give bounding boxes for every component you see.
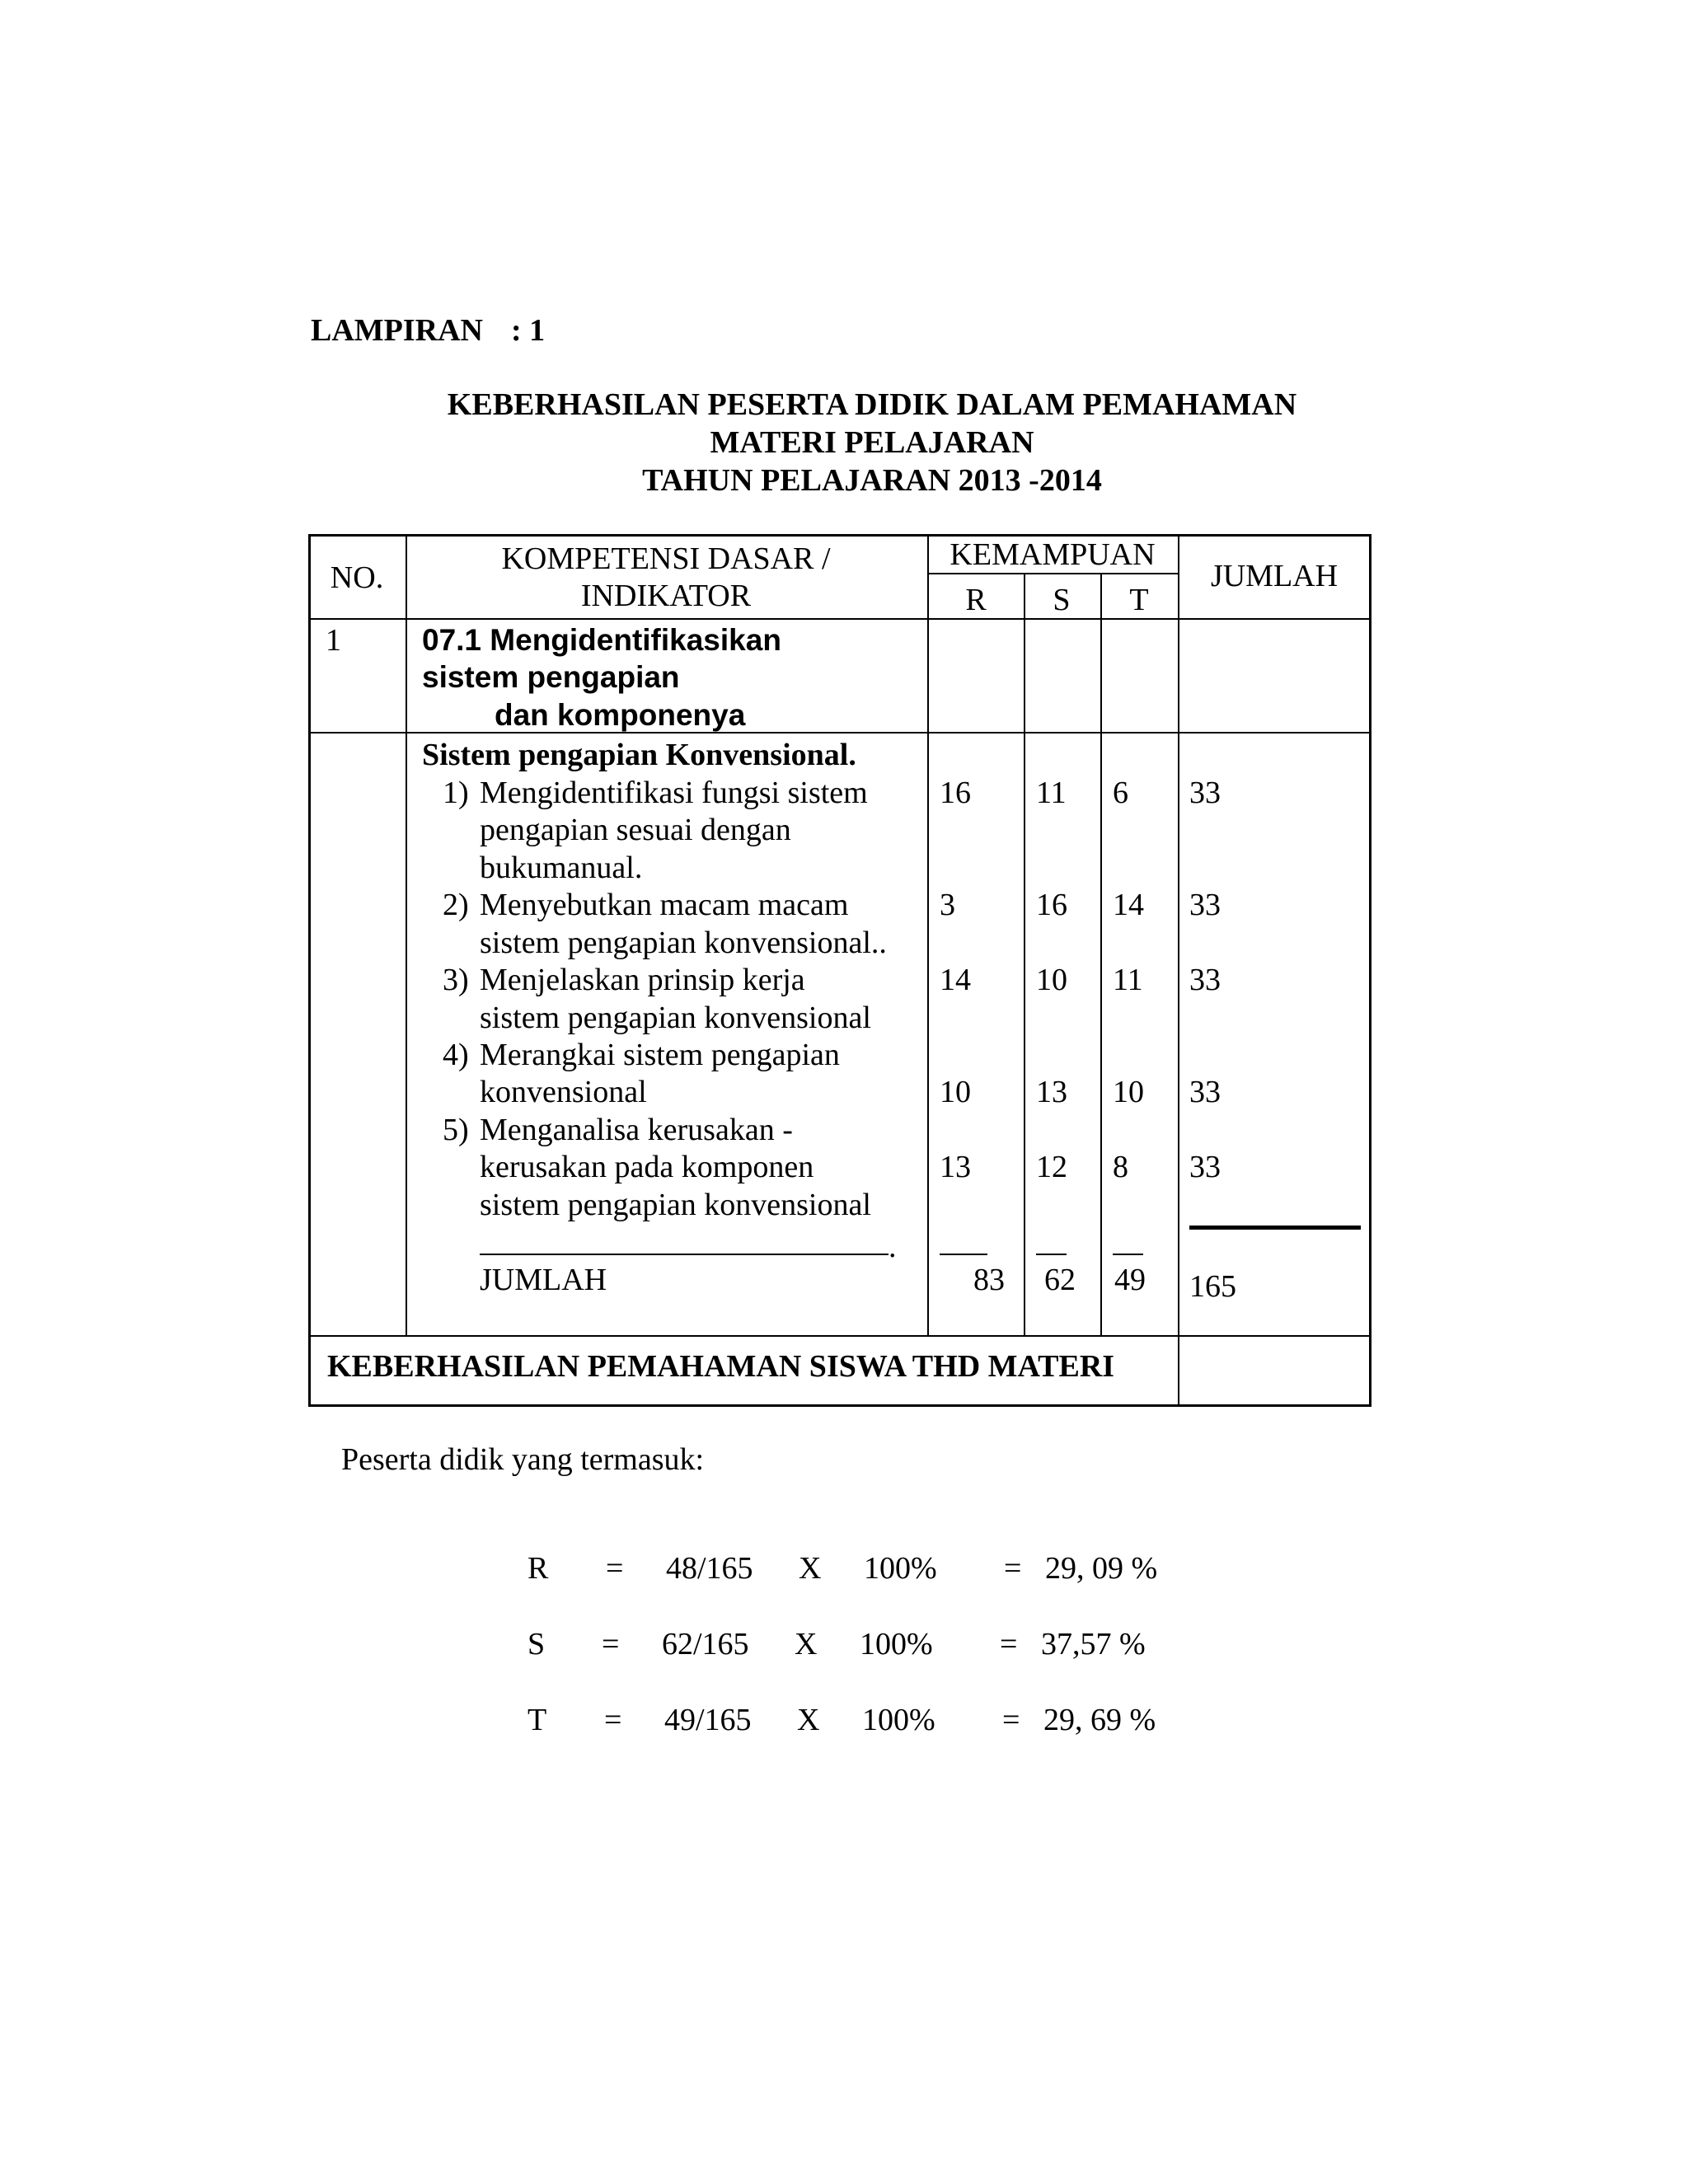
sum-underline-t xyxy=(1113,1254,1143,1255)
indicator-text: Merangkai sistem pengapian xyxy=(480,1038,840,1072)
section-title: Sistem pengapian Konvensional. xyxy=(422,738,856,772)
summary-percent: 100% xyxy=(860,1627,933,1661)
summary-result: 37,57 % xyxy=(1041,1627,1146,1661)
summary-result: 29, 69 % xyxy=(1043,1703,1156,1737)
value-r: 13 xyxy=(940,1150,971,1184)
value-t: 6 xyxy=(1113,776,1128,810)
row1-kd-line1: 07.1 Mengidentifikasikan xyxy=(422,623,781,657)
indicator-text: Mengidentifikasi fungsi sistem xyxy=(480,776,868,810)
value-t: 8 xyxy=(1113,1150,1128,1184)
table-border-right xyxy=(1369,534,1372,1407)
value-jumlah: 33 xyxy=(1189,963,1221,997)
sum-underline-r xyxy=(940,1254,987,1255)
sum-underline-jumlah xyxy=(1189,1226,1361,1230)
table-border-left xyxy=(308,534,311,1407)
footer-label: KEBERHASILAN PEMAHAMAN SISWA THD MATERI xyxy=(327,1349,1115,1384)
total-label: JUMLAH xyxy=(480,1263,607,1297)
indicator-text: Menyebutkan macam macam xyxy=(480,888,849,922)
value-s: 11 xyxy=(1036,776,1067,810)
value-r: 16 xyxy=(940,776,971,810)
summary-equals: = xyxy=(602,1627,620,1661)
row1-kd-line3: dan komponenya xyxy=(495,698,746,732)
indicator-text: konvensional xyxy=(480,1075,647,1109)
indicator-number: 5) xyxy=(443,1113,469,1147)
header-t: T xyxy=(1129,583,1149,617)
value-t: 10 xyxy=(1113,1075,1144,1109)
total-r: 83 xyxy=(973,1263,1005,1297)
sum-underline-dot: . xyxy=(889,1230,897,1264)
summary-percent: 100% xyxy=(862,1703,935,1737)
table-border-top xyxy=(308,534,1372,537)
col-s-divider xyxy=(1100,573,1102,1337)
body-bottom-line xyxy=(308,1335,1372,1337)
value-s: 13 xyxy=(1036,1075,1067,1109)
summary-category: T xyxy=(528,1703,547,1737)
value-r: 3 xyxy=(940,888,955,922)
value-s: 16 xyxy=(1036,888,1067,922)
value-t: 14 xyxy=(1113,888,1144,922)
header-r: R xyxy=(965,583,987,617)
summary-intro: Peserta didik yang termasuk: xyxy=(341,1442,705,1477)
title-line-1: KEBERHASILAN PESERTA DIDIK DALAM PEMAHAMAN xyxy=(447,387,1297,422)
summary-result: 29, 09 % xyxy=(1045,1551,1158,1586)
title-line-3: TAHUN PELAJARAN 2013 -2014 xyxy=(642,463,1102,498)
summary-equals: = xyxy=(1002,1703,1020,1737)
indicator-text: sistem pengapian konvensional.. xyxy=(480,926,887,960)
summary-times: X xyxy=(799,1551,822,1586)
indicator-text: pengapian sesuai dengan xyxy=(480,813,791,847)
indicator-number: 3) xyxy=(443,963,469,997)
indicator-text: sistem pengapian konvensional xyxy=(480,1188,871,1222)
row1-kd-line2: sistem pengapian xyxy=(422,660,680,694)
summary-equals: = xyxy=(604,1703,622,1737)
total-s: 62 xyxy=(1044,1263,1076,1297)
summary-fraction: 49/165 xyxy=(664,1703,752,1737)
header-kompetensi-line2: INDIKATOR xyxy=(580,579,752,613)
value-r: 14 xyxy=(940,963,971,997)
summary-equals: = xyxy=(606,1551,624,1586)
summary-fraction: 62/165 xyxy=(662,1627,749,1661)
indicator-number: 4) xyxy=(443,1038,469,1072)
lampiran-value: : 1 xyxy=(511,313,546,348)
col-no-divider xyxy=(406,534,407,1337)
sum-underline-s xyxy=(1036,1254,1067,1255)
value-r: 10 xyxy=(940,1075,971,1109)
summary-category: R xyxy=(528,1551,549,1586)
value-jumlah: 33 xyxy=(1189,1150,1221,1184)
header-kemampuan: KEMAMPUAN xyxy=(950,537,1156,572)
summary-percent: 100% xyxy=(864,1551,937,1586)
value-jumlah: 33 xyxy=(1189,888,1221,922)
header-jumlah: JUMLAH xyxy=(1210,559,1339,593)
table-border-bottom xyxy=(308,1404,1372,1407)
value-jumlah: 33 xyxy=(1189,1075,1221,1109)
col-r-divider xyxy=(1024,573,1025,1337)
summary-times: X xyxy=(797,1703,820,1737)
value-s: 10 xyxy=(1036,963,1067,997)
row1-bottom-line xyxy=(308,732,1372,733)
indicator-number: 1) xyxy=(443,776,469,810)
lampiran-label: LAMPIRAN xyxy=(311,313,483,348)
value-s: 12 xyxy=(1036,1150,1067,1184)
header-no: NO. xyxy=(330,560,384,595)
indicator-text: kerusakan pada komponen xyxy=(480,1150,814,1184)
total-t: 49 xyxy=(1114,1263,1146,1297)
row1-no: 1 xyxy=(326,623,341,658)
col-t-divider xyxy=(1178,534,1179,1407)
indicator-text: Menganalisa kerusakan - xyxy=(480,1113,793,1147)
summary-equals: = xyxy=(1000,1627,1018,1661)
indicator-text: Menjelaskan prinsip kerja xyxy=(480,963,805,997)
summary-category: S xyxy=(528,1627,546,1661)
value-t: 11 xyxy=(1113,963,1143,997)
summary-equals: = xyxy=(1004,1551,1022,1586)
summary-fraction: 48/165 xyxy=(666,1551,753,1586)
indicator-text: sistem pengapian konvensional xyxy=(480,1001,871,1035)
sum-underline-indicator xyxy=(480,1254,889,1255)
header-s: S xyxy=(1053,583,1071,617)
title-line-2: MATERI PELAJARAN xyxy=(710,425,1034,460)
indicator-number: 2) xyxy=(443,888,469,922)
indicator-text: bukumanual. xyxy=(480,851,643,885)
summary-times: X xyxy=(795,1627,818,1661)
header-bottom-line xyxy=(308,618,1372,620)
col-kd-divider xyxy=(927,534,929,1337)
value-jumlah: 33 xyxy=(1189,776,1221,810)
header-kompetensi-line1: KOMPETENSI DASAR / xyxy=(501,541,831,576)
total-jumlah: 165 xyxy=(1189,1269,1236,1304)
